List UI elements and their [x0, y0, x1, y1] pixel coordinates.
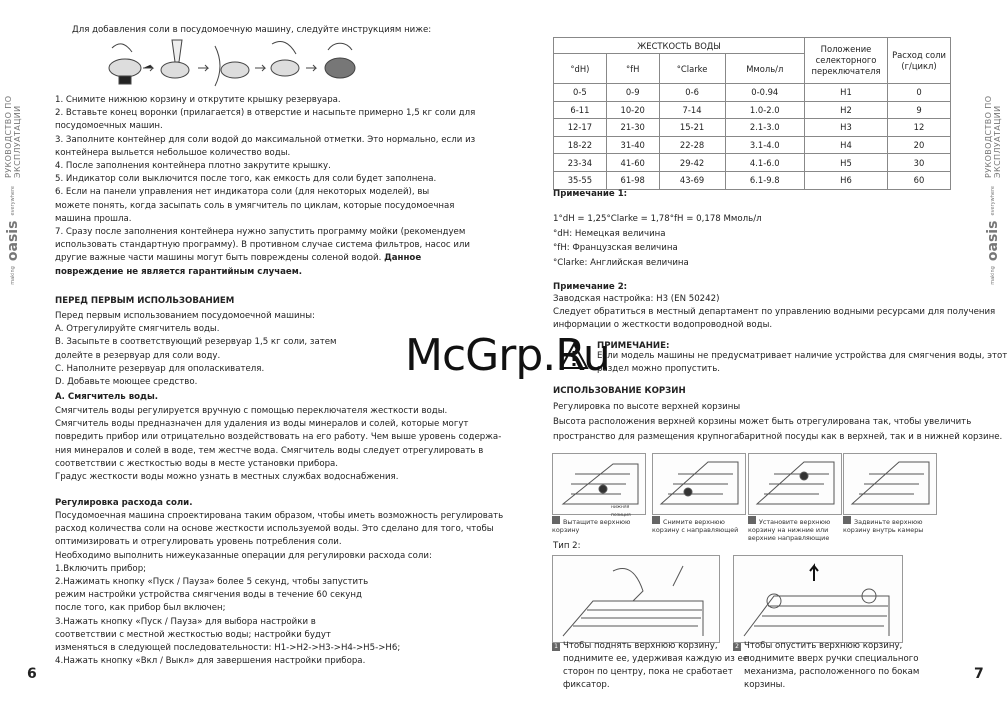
step-1-marker: 1: [552, 643, 560, 651]
page-number-right: 7: [974, 666, 984, 682]
note2-text: Заводская настройка: H3 (EN 50242) Следует обратиться в местный департамент по управлению водными ресурсами для получения информации о жесткости водопроводной воды.: [553, 294, 996, 331]
table-row: 12-17 21-30 15-21 2.1-3.0 H3 12: [554, 119, 951, 137]
basket-step-3-illustration: [748, 453, 842, 515]
basket-lower-illustration: [733, 555, 903, 643]
intro-text: Для добавления соли в посудомоечную машину, следуйте инструкциям ниже:: [72, 25, 432, 35]
basket-raise-illustration: [552, 555, 720, 643]
basket-caption-1: Вытащите верхнюю корзину: [552, 518, 631, 534]
note1-heading: Примечание 1:: [553, 189, 628, 199]
softener-heading: А. Смягчитель воды.: [55, 392, 159, 402]
first-use-list: Перед первым использованием посудомоечной машины: A. Отрегулируйте смягчитель воды. B. Засыпьте в соответствующий резервуар 1,5 кг соли, затем долейте в резервуар для соли воду. C. Наполните резервуар для ополаскивателя. D. Добавьте моющее средство.: [55, 311, 337, 388]
table-row: 0-5 0-9 0-6 0-0.94 H1 0: [554, 84, 951, 102]
baskets-heading: ИСПОЛЬЗОВАНИЕ КОРЗИН: [553, 386, 686, 396]
water-hardness-table: ЖЕСТКОСТЬ ВОДЫ Положение селекторного переключателя Расход соли (г/цикл) °dH) °fH °Clarke Ммоль/л 0-5 0-9 0-6 0-0.94 H1 0 6-11 10-20 7-14 1.0-2.0 H2 9 12-17 21-30 15-21 2.1-3.0 H3 12 18-22 31-40 22-28 3.1-4.0 H4 20 23-34 41-60 29-42 4.1-6.0 H5 30 35-55 61-98 43-69 6.1-9.8 H6 60: [553, 37, 951, 190]
salt-rate-header: Расход соли (г/цикл): [888, 38, 951, 84]
salt-steps: 1. Снимите нижнюю корзину и открутите крышку резервуара. 2. Вставьте конец воронки (прилагается) в отверстие и насыпьте примерно 1,5 кг соли для посудомоечных машин. 3. Заполните контейнер для соли водой до максимальной отметки. Это нормально, если из контейнера выльется небольшое количество воды. 4. После заполнения контейнера плотно закрутите крышку. 5. Индикатор соли выключится после того, как емкость для соли будет заполнена. 6. Если на панели управления нет индикатора соли (для некоторых моделей), вы можете понять, когда засыпать соль в умягчитель по циклам, которые посудомоечная машина прошла. 7. Сразу после заполнения контейнера нужно запустить программу мойки (рекомендуем использовать стандартную программу). В противном случае система фильтров, насос или другие важные части машины могут быть повреждены соленой водой. Данное повреждение не является гарантийным случаем.: [55, 95, 476, 277]
lower-caption: 2 Чтобы опустить верхнюю корзину, поднимите вверх ручки специального механизма, расположенного по бокам корзины.: [733, 640, 919, 692]
basket-step-1-illustration: нижняя позиция: [552, 453, 646, 515]
note1-text: 1°dH = 1,25°Clarke = 1,78°fH = 0,178 Ммоль/л °dH: Немецкая величина °fH: Французская величина °Clarke: Английская величина: [553, 214, 762, 268]
basket-step-4-illustration: [843, 453, 937, 515]
baskets-text: Регулировка по высоте верхней корзины Высота расположения верхней корзины может быть отрегулирована так, чтобы увеличить пространство для размещения крупногабаритной посуды как в верхней, так и в нижней корзине.: [553, 402, 1003, 442]
table-row: 23-34 41-60 29-42 4.1-6.0 H5 30: [554, 154, 951, 172]
left-logo: making oasis everywhere: [5, 186, 21, 285]
page-number-left: 6: [27, 666, 37, 682]
basket-caption-2: Снимите верхнюю корзину с направляющей: [652, 518, 739, 534]
softener-text: Смягчитель воды регулируется вручную с помощью переключателя жесткости воды. Смягчитель воды предназначен для удаления из воды минералов и солей, которые могут повредить прибор или отрицательно воздействовать на его работу. Чем выше уровень содержа- ния минералов и солей в воде, тем жестче вода. Смягчитель воды следует отрегулировать в соответствии с жесткостью воды в месте установки прибора. Градус жесткости воды можно узнать в местных службах водоснабжения.: [55, 406, 502, 483]
salt-filling-illustration: [100, 38, 360, 96]
note-heading: ПРИМЕЧАНИЕ:: [597, 341, 670, 351]
basket-step-2-illustration: [652, 453, 746, 515]
hardness-header: ЖЕСТКОСТЬ ВОДЫ: [554, 38, 805, 54]
note-text: Если модель машины не предусматривает наличие устройства для смягчения воды, этот раздел можно пропустить.: [597, 351, 1007, 375]
right-sidebar-title: РУКОВОДСТВО ПО ЭКСПЛУАТАЦИИ: [984, 95, 1002, 178]
table-row: 18-22 31-40 22-28 3.1-4.0 H4 20: [554, 136, 951, 154]
basket-caption-3: Установите верхнюю корзину на нижние или верхние направляющие: [748, 518, 831, 542]
basket-caption-4: Задвиньте верхнюю корзину внутрь камеры: [843, 518, 924, 534]
left-sidebar-title: РУКОВОДСТВО ПО ЭКСПЛУАТАЦИИ: [4, 95, 22, 178]
salt-rate-text: Посудомоечная машина спроектирована таким образом, чтобы иметь возможность регулировать расход количества соли на основе жесткости используемой воды. Это сделано для того, чтобы оптимизировать и отрегулировать уровень потребления соли. Необходимо выполнить нижеуказанные операции для регулировки расхода соли: 1.Включить прибор; 2.Нажимать кнопку «Пуск / Пауза» более 5 секунд, чтобы запустить режим настройки устройства смягчения воды в течение 60 секунд после того, как прибор был включен; 3.Нажать кнопку «Пуск / Пауза» для выбора настройки в соответствии с местной жесткостью воды; настройки будут изменяться в следующей последовательности: H1->H2->H3->H4->H5->H6; 4.Нажать кнопку «Вкл / Выкл» для завершения настройки прибора.: [55, 511, 504, 667]
selector-header: Положение селекторного переключателя: [805, 38, 888, 84]
salt-rate-heading: Регулировка расхода соли.: [55, 498, 193, 508]
watermark: McGrp.Ru: [405, 330, 610, 381]
step-2-marker: 2: [733, 643, 741, 651]
table-row: 6-11 10-20 7-14 1.0-2.0 H2 9: [554, 101, 951, 119]
note2-heading: Примечание 2:: [553, 282, 628, 292]
raise-caption: 1 Чтобы поднять верхнюю корзину, поднимите ее, удерживая каждую из ее сторон по центру, пока не сработает фиксатор.: [552, 640, 748, 692]
table-row: 35-55 61-98 43-69 6.1-9.8 H6 60: [554, 171, 951, 189]
first-use-heading: ПЕРЕД ПЕРВЫМ ИСПОЛЬЗОВАНИЕМ: [55, 296, 235, 306]
type2-label: Тип 2:: [553, 541, 581, 551]
right-logo: making oasis everywhere: [985, 186, 1001, 285]
